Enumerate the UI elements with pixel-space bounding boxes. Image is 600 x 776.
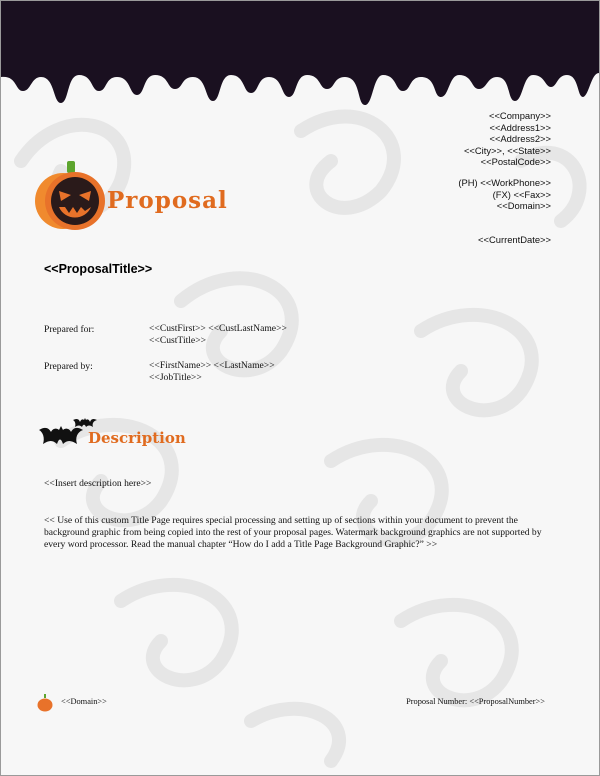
- author-name: <<FirstName>> <<LastName>>: [149, 360, 275, 371]
- prepared-by-value: [149, 360, 275, 384]
- customer-title: <<CustTitle>>: [149, 335, 207, 346]
- description-heading: Description: [88, 429, 186, 447]
- prepared-for-value: [149, 323, 287, 347]
- address-line-1: <<Address1>>: [489, 121, 551, 133]
- domain: <<Domain>>: [496, 200, 551, 212]
- prepared-for-label: Prepared for:: [44, 324, 95, 335]
- jack-o-lantern-icon: [35, 161, 107, 231]
- fax-number: (FX) <<Fax>>: [492, 188, 551, 200]
- work-phone: (PH) <<WorkPhone>>: [458, 176, 551, 188]
- address-line-2: <<Address2>>: [489, 133, 551, 145]
- current-date: <<CurrentDate>>: [478, 233, 551, 245]
- title-page-instructions: << Use of this custom Title Page requires special processing and setting up of sections within your document to prevent the background graphic from being copied into the rest of your proposal pages. Watermark background graphics are not supported by every word processor. Read the manual chapter “How do I add a Title Page Background Graphic?” >>: [44, 515, 542, 550]
- proposal-brand-wordmark: Proposal: [107, 187, 228, 214]
- city-state: <<City>>, <<State>>: [463, 144, 551, 156]
- footer-domain: <<Domain>>: [61, 697, 107, 706]
- proposal-title: <<ProposalTitle>>: [44, 262, 153, 276]
- dripping-header-band: [1, 1, 599, 116]
- footer-proposal-number: Proposal Number: <<ProposalNumber>>: [406, 697, 545, 706]
- prepared-by-label: Prepared by:: [44, 361, 93, 372]
- pumpkin-footer-icon: [37, 694, 53, 712]
- company-name: <<Company>>: [488, 110, 551, 121]
- postal-code: <<PostalCode>>: [480, 156, 551, 168]
- description-placeholder: <<Insert description here>>: [44, 478, 152, 489]
- sender-address-block: [301, 110, 551, 245]
- customer-name: <<CustFirst>> <<CustLastName>>: [149, 323, 287, 334]
- author-title: <<JobTitle>>: [149, 372, 202, 383]
